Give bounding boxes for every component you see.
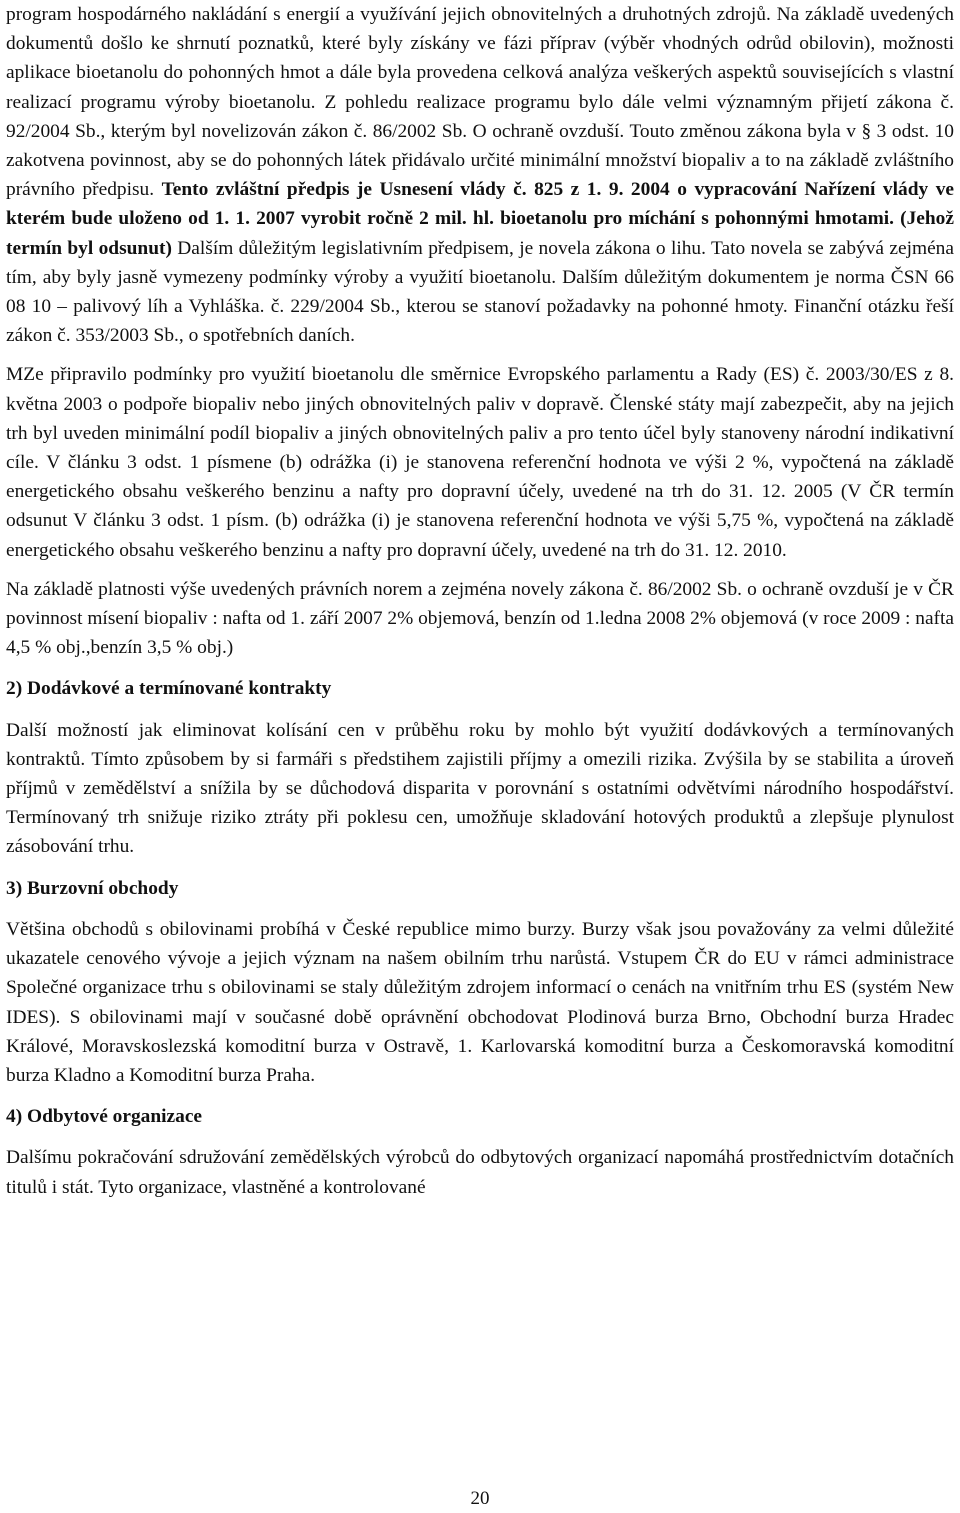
paragraph-legislation-text-1: program hospodárného nakládání s energií a využívání jejich obnovitelných a druhotných zdrojů. Na základě uvedených dokumentů došlo ke shrnutí poznatků, které byly získány ve fázi příprav (výběr vhodných odrůd obilovin), možnosti aplikace bioetanolu do pohonných hmot a dále byla provedena celková analýza veškerých aspektů souvisejících s vlastní realizací programu výroby bioetanolu. Z pohledu realizace programu bylo dále velmi významným přijetí zákona č. 92/2004 Sb., kterým byl novelizován zákon č. 86/2002 Sb. O ochraně ovzduší. Touto změnou zákona byla v § 3 odst. 10 zakotvena povinnost, aby se do pohonných látek přidávalo určité minimální množství biopaliv a to na základě zvláštního právního předpisu. [6,4,954,201]
paragraph-obligation: Na základě platnosti výše uvedených právních norem a zejména novely zákona č. 86/2002 Sb. o ochraně ovzduší je v ČR povinnost mísení biopaliv : nafta od 1. září 2007 2% objemová, benzín od 1.ledna 2008 2% objemová (v roce 2009 : nafta 4,5 % obj.,benzín 3,5 % obj.) [6,578,954,659]
paragraph-legislation [6,0,954,350]
paragraph-legislation-text-2: Dalším důležitým legislativním předpisem, je novela zákona o lihu. Tato novela se zabývá zejména tím, aby byly jasně vymezeny podmínky výroby a využití bioetanolu. Dalším důležitým dokumentem je norma ČSN 66 08 10 – palivový líh a Vyhláška. č. 229/2004 Sb., kterou se stanoví požadavky na pohonné hmoty. Finanční otázku řeší zákon č. 353/2003 Sb., o spotřebních daních. [6,237,954,347]
paragraph-contracts: Další možností jak eliminovat kolísání cen v průběhu roku by mohlo být využití dodávkových a termínovaných kontraktů. Tímto způsobem by si farmáři s předstihem zajistili příjmy a omezili rizika. Zvýšila by se stabilita a úroveň příjmů v zemědělství a snížila by se důchodová disparita v porovnání s ostatními odvětvími národního hospodářství. Termínovaný trh snižuje riziko ztráty při poklesu cen, umožňuje skladování hotových produktů a zlepšuje plynulost zásobování trhu. [6,719,954,858]
page-number: 20 [470,1488,490,1509]
paragraph-marketing: Dalšímu pokračování sdružování zemědělských výrobců do odbytových organizací napomáhá prostřednictvím dotačních titulů i stát. Tyto organizace, vlastněné a kontrolované [6,1147,954,1198]
paragraph-mze: MZe připravilo podmínky pro využití bioetanolu dle směrnice Evropského parlamentu a Rady (ES) č. 2003/30/ES z 8. května 2003 o podpoře biopaliv nebo jiných obnovitelných paliv v dopravě. Členské státy mají zabezpečit, aby na jejich trh byl uveden minimální podíl biopaliv a jiných obnovitelných paliv a pro tento účel byly stanoveny národní indikativní cíle. V článku 3 odst. 1 písmene (b) odrážka (i) je stanovena referenční hodnota ve výši 2 %, vypočtená na základě energetického obsahu veškerého benzinu a nafty pro dopravní účely, uvedené na trh do 31. 12. 2005 (V ČR termín odsunut V článku 3 odst. 1 písm. (b) odrážka (i) je stanovena referenční hodnota ve výši 5,75 %, vypočtená na základě energetického obsahu veškerého benzinu a nafty pro dopravní účely, uvedené na trh do 31. 12. 2010. [6,364,954,561]
paragraph-exchange: Většina obchodů s obilovinami probíhá v České republice mimo burzy. Burzy však jsou považovány za velmi důležité ukazatele cenového vývoje a jejich význam na našem obilním trhu narůstá. Vstupem ČR do EU v rámci administrace Společné organizace trhu s obilovinami se staly důležitým zdrojem informací o cenách na vnitřním trhu ES (systém New IDES). S obilovinami mají v současné době oprávnění obchodovat Plodinová burza Brno, Obchodní burza Hradec Králové, Moravskoslezská komoditní burza v Ostravě, 1. Karlovarská komoditní burza a Českomoravská komoditní burza Kladno a Komoditní burza Praha. [6,918,954,1086]
section-heading-exchange: 3) Burzovní obchody [6,877,179,899]
section-heading-contracts: 2) Dodávkové a termínované kontrakty [6,678,332,700]
paragraph-legislation-bold: Tento zvláštní předpis je Usnesení vlády č. 825 z 1. 9. 2004 o vypracování Nařízení vlády ve kterém bude uloženo od 1. 1. 2007 vyrobit ročně 2 mil. hl. bioetanolu pro míchání s pohonnými hmotami. (Jehož termín byl odsunut) [6,179,955,259]
section-heading-marketing: 4) Odbytové organizace [6,1106,203,1128]
document-page [6,0,954,1202]
